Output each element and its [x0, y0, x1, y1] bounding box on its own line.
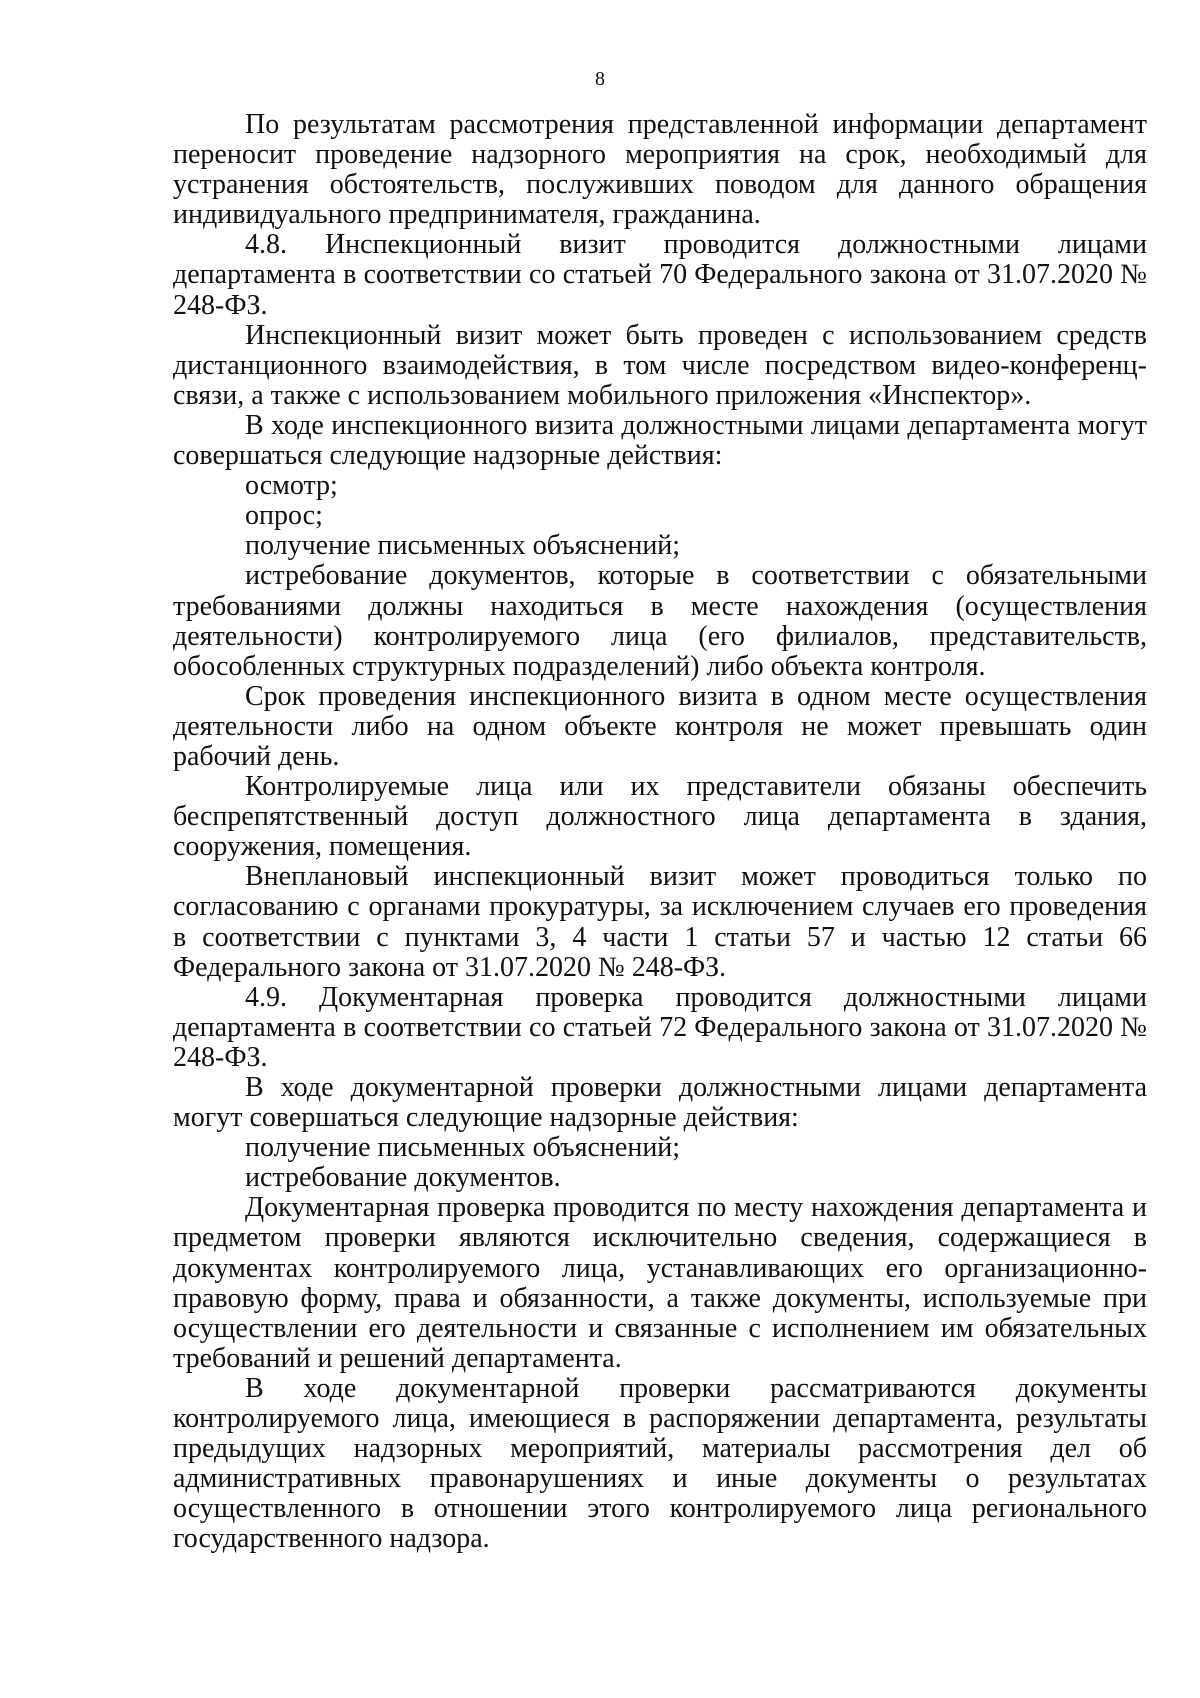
paragraph-reviewed-documents: В ходе документарной проверки рассматриваются документы контролируемого лица, имеющиеся в распоряжении департамента, результаты предыдущих надзорных мероприятий, материалы рассмотрения дел об административных правонарушениях и иные документы о результатах осуществленного в отношении этого контролируемого лица регионального государственного надзора.	[173, 1372, 1147, 1555]
paragraph-remote-interaction: Инспекционный визит может быть проведен с использованием средств дистанционного взаимодействия, в том числе посредством видео-конференц-связи, а также с использованием мобильного приложения «Инспектор».	[173, 319, 1147, 411]
paragraph-check-location-subject: Документарная проверка проводится по месту нахождения департамента и предметом проверки являются исключительно сведения, содержащиеся в документах контролируемого лица, устанавливающих его организационно-правовую форму, права и обязанности, а также документы, используемые при осуществлении его деятельности и связанные с исполнением им обязательных требований и решений департамента.	[173, 1192, 1147, 1374]
document-body	[173, 110, 1147, 1555]
list-item-check-written-explanations: получение письменных объяснений;	[245, 1132, 681, 1164]
list-item-document-request: истребование документов, которые в соответствии с обязательными требованиями должны находиться в месте нахождения (осуществления деятельности) контролируемого лица (его филиалов, представительств, обособленных структурных подразделений) либо объекта контроля.	[173, 560, 1147, 682]
paragraph-postponement-result: По результатам рассмотрения представленной информации департамент переносит проведение надзорного мероприятия на срок, необходимый для устранения обстоятельств, послуживших поводом для данного обращения индивидуального предпринимателя, гражданина.	[173, 109, 1147, 231]
paragraph-visit-actions-intro: В ходе инспекционного визита должностными лицами департамента могут совершаться следующие надзорные действия:	[173, 409, 1147, 472]
list-item-survey: опрос;	[245, 500, 323, 532]
paragraph-check-actions-intro: В ходе документарной проверки должностными лицами департамента могут совершаться следующие надзорные действия:	[173, 1072, 1147, 1134]
list-item-written-explanations: получение письменных объяснений;	[245, 530, 681, 562]
list-item-check-document-request: истребование документов.	[245, 1162, 561, 1194]
page-number: 8	[595, 68, 605, 90]
paragraph-unscheduled-visit: Внеплановый инспекционный визит может проводиться только по согласованию с органами прокуратуры, за исключением случаев его проведения в соответствии с пунктами 3, 4 части 1 статьи 57 и частью 12 статьи 66 Федерального закона от 31.07.2020 № 248-ФЗ.	[173, 861, 1147, 983]
paragraph-access-obligation: Контролируемые лица или их представители обязаны обеспечить беспрепятственный доступ должностного лица департамента в здания, сооружения, помещения.	[173, 771, 1147, 863]
paragraph-visit-duration: Срок проведения инспекционного визита в одном месте осуществления деятельности либо на одном объекте контроля не может превышать один рабочий день.	[173, 680, 1147, 772]
list-item-inspection: осмотр;	[245, 470, 338, 502]
paragraph-4-9-documentary-check: 4.9. Документарная проверка проводится должностными лицами департамента в соответствии со статьей 72 Федерального закона от 31.07.2020 № 248-ФЗ.	[173, 981, 1147, 1073]
paragraph-4-8-inspection-visit: 4.8. Инспекционный визит проводится должностными лицами департамента в соответствии со статьей 70 Федерального закона от 31.07.2020 № 248-ФЗ.	[173, 229, 1147, 321]
